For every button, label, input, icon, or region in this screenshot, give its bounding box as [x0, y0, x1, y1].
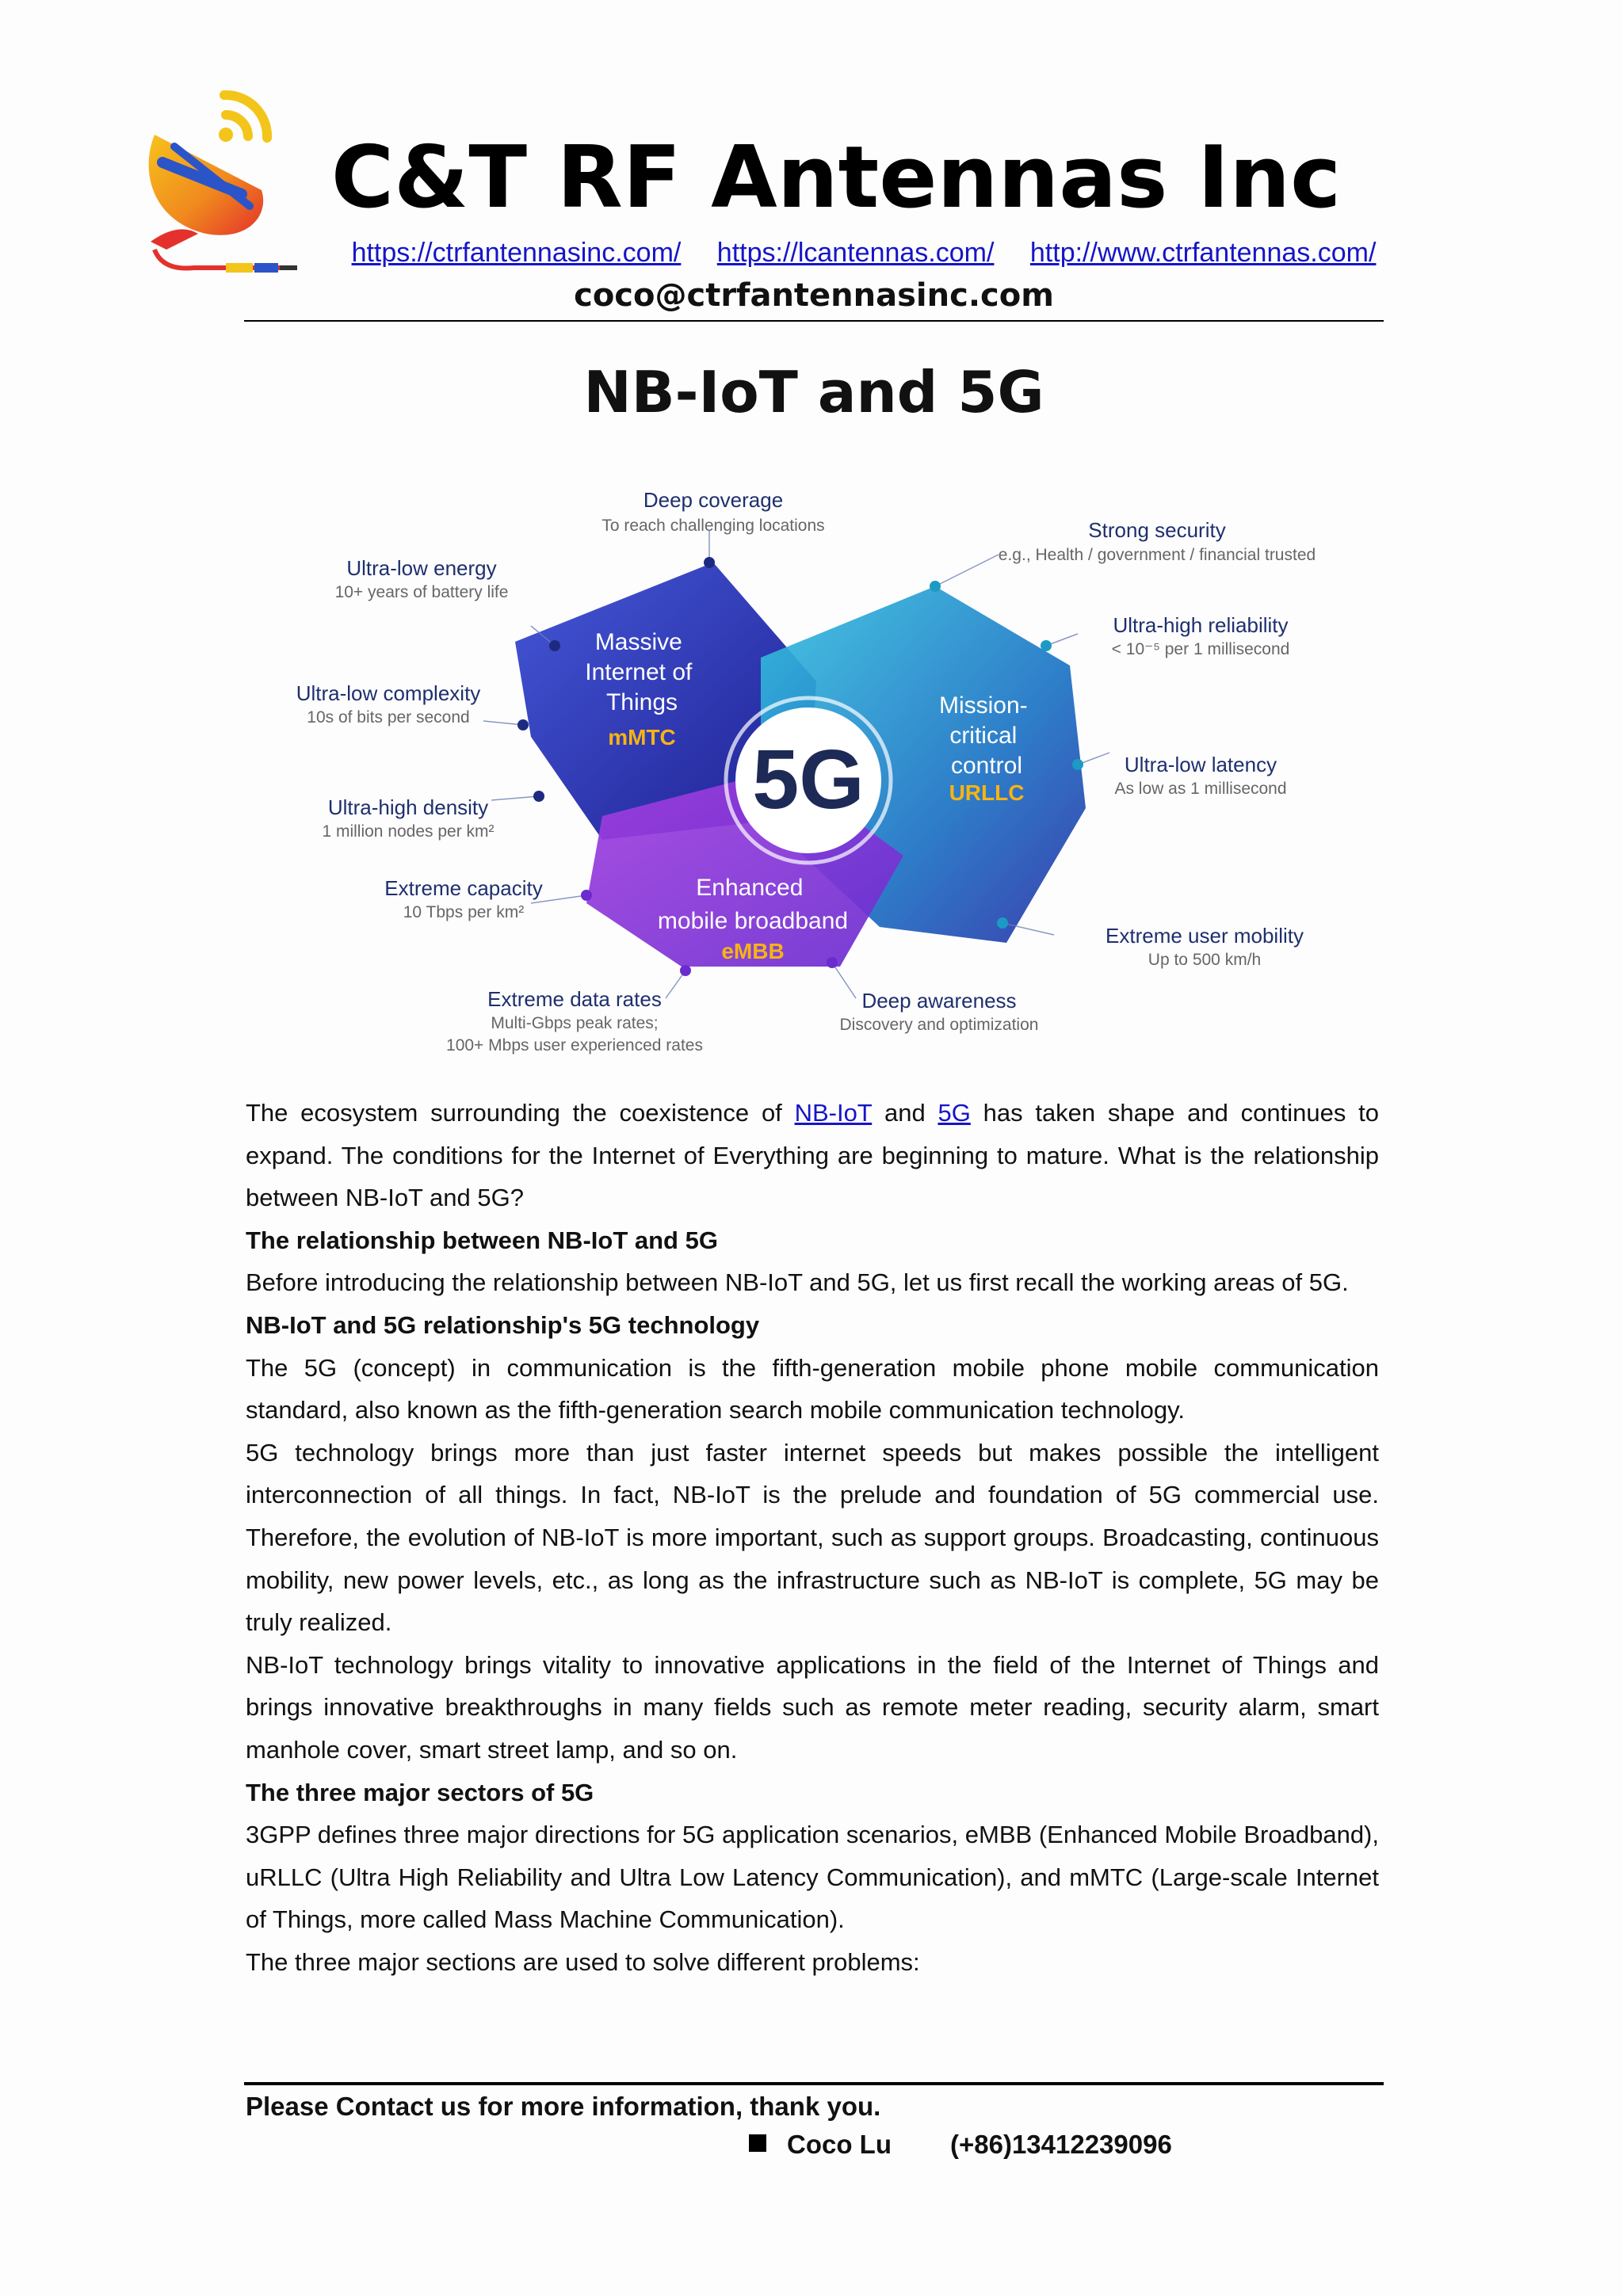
feature-ultra-high-density-sub: 1 million nodes per km² — [322, 822, 495, 841]
feature-extreme-data-rates-sub-2: 100+ Mbps user experienced rates — [446, 1036, 703, 1055]
paragraph-three-sections: The three major sections are used to solve different problems: — [246, 1947, 920, 1976]
section-heading-relationship: The relationship between NB-IoT and 5G — [246, 1226, 718, 1254]
urllc-tag: URLLC — [949, 780, 1025, 805]
feature-ultra-high-reliability-sub: < 10⁻⁵ per 1 millisecond — [1111, 640, 1290, 658]
article-body — [246, 1092, 1379, 1983]
nbiot-link[interactable]: NB-IoT — [794, 1099, 873, 1127]
website-link-1[interactable]: https://ctrfantennasinc.com/ — [351, 238, 682, 268]
5g-link[interactable]: 5G — [938, 1099, 971, 1127]
contact-phone: (+86)13412239096 — [949, 2130, 1172, 2159]
bullet-square-icon — [749, 2134, 766, 2152]
center-5g-label: 5G — [752, 733, 865, 826]
feature-ultra-high-reliability: Ultra-high reliability — [1113, 613, 1289, 637]
embb-line-2: mobile broadband — [657, 908, 849, 934]
feature-extreme-user-mobility-sub: Up to 500 km/h — [1148, 951, 1262, 969]
website-link-2[interactable]: https://lcantennas.com/ — [716, 238, 995, 268]
mmtc-line-2: Internet of — [585, 659, 693, 685]
company-logo — [131, 87, 305, 277]
feature-ultra-low-latency: Ultra-low latency — [1124, 753, 1277, 776]
feature-ultra-low-energy-sub: 10+ years of battery life — [334, 583, 509, 601]
paragraph-recall: Before introducing the relationship between NB-IoT and 5G, let us first recall the working areas of 5G. — [246, 1268, 1349, 1297]
feature-deep-awareness-sub: Discovery and optimization — [839, 1016, 1039, 1034]
urllc-line-2: critical — [949, 723, 1018, 749]
feature-deep-coverage: Deep coverage — [643, 488, 784, 512]
feature-strong-security-sub: e.g., Health / government / financial trusted — [998, 546, 1316, 564]
mmtc-line-3: Things — [605, 689, 678, 715]
feature-extreme-capacity: Extreme capacity — [384, 876, 543, 900]
website-links — [285, 238, 1442, 269]
feature-ultra-low-complexity: Ultra-low complexity — [296, 681, 481, 705]
feature-ultra-low-complexity-sub: 10s of bits per second — [307, 708, 470, 727]
paragraph-5g-brings: 5G technology brings more than just faster internet speeds but makes possible the intelligent interconnection of all things. In fact, NB-IoT is the prelude and foundation of 5G commercial use. Therefore, the evolution of NB-IoT is more important, such as support groups. Broadcasting, continuous mobility, new power levels, etc., as long as the infrastructure such as NB-IoT is complete, 5G may be truly realized. — [246, 1438, 1379, 1637]
feature-deep-coverage-sub: To reach challenging locations — [601, 517, 825, 535]
section-heading-three-sectors: The three major sectors of 5G — [246, 1778, 594, 1806]
feature-deep-awareness: Deep awareness — [861, 989, 1017, 1013]
paragraph-5g-concept: The 5G (concept) in communication is the fifth-generation mobile phone mobile communication standard, also known as the fifth-generation search mobile communication technology. — [246, 1353, 1379, 1425]
paragraph-3gpp: 3GPP defines three major directions for 5G application scenarios, eMBB (Enhanced Mobile Broadband), uRLLC (Ultra High Reliability and Ultra Low Latency Communication), and mMTC (Large-scale Internet of Things, more called Mass Machine Communication). — [246, 1821, 1379, 1934]
contact-person — [749, 2130, 1172, 2160]
feature-extreme-data-rates-sub-1: Multi-Gbps peak rates; — [491, 1014, 659, 1032]
5g-scenarios-figure — [269, 483, 1379, 1062]
feature-ultra-low-latency-sub: As low as 1 millisecond — [1114, 780, 1287, 798]
website-link-3[interactable]: http://www.ctrfantennas.com/ — [1029, 238, 1377, 268]
svg-text:Mission- critical — [939, 692, 1034, 779]
feature-extreme-user-mobility: Extreme user mobility — [1106, 924, 1304, 948]
embb-tag: eMBB — [721, 939, 785, 963]
contact-note: Please Contact us for more information, thank you. — [246, 2092, 881, 2121]
paragraph-nbiot-vitality: NB-IoT technology brings vitality to innovative applications in the field of the Internet of Things and brings innovative breakthroughs in many fields such as remote meter reading, security alarm, smart manhole cover, smart street lamp, and so on. — [246, 1650, 1379, 1764]
contact-email: coco@ctrfantennasinc.com — [574, 277, 1054, 314]
feature-ultra-high-density: Ultra-high density — [327, 795, 489, 819]
feature-strong-security: Strong security — [1088, 518, 1226, 542]
footer-divider — [244, 2082, 1384, 2085]
urllc-line-3: control — [950, 753, 1023, 779]
page-title: NB-IoT and 5G — [583, 359, 1044, 425]
section-heading-5g-technology: NB-IoT and 5G relationship's 5G technology — [246, 1310, 760, 1339]
contact-name: Coco Lu — [787, 2130, 892, 2159]
feature-extreme-data-rates: Extreme data rates — [487, 987, 662, 1011]
company-name: C&T RF Antennas Inc — [330, 128, 1342, 227]
feature-extreme-capacity-sub: 10 Tbps per km² — [403, 903, 525, 921]
intro-paragraph: The ecosystem surrounding the coexistence of NB-IoT and 5G has taken shape and continues to expand. The conditions for the Internet of Everything are beginning to mature. What is the relationship between NB-IoT and 5G? — [246, 1099, 1379, 1212]
mmtc-tag: mMTC — [608, 725, 676, 749]
urllc-line-1: Mission- — [938, 692, 1028, 719]
feature-ultra-low-energy: Ultra-low energy — [346, 556, 497, 580]
header-divider — [244, 320, 1384, 322]
embb-line-1: Enhanced — [696, 875, 804, 901]
mmtc-line-1: Massive — [594, 629, 682, 655]
